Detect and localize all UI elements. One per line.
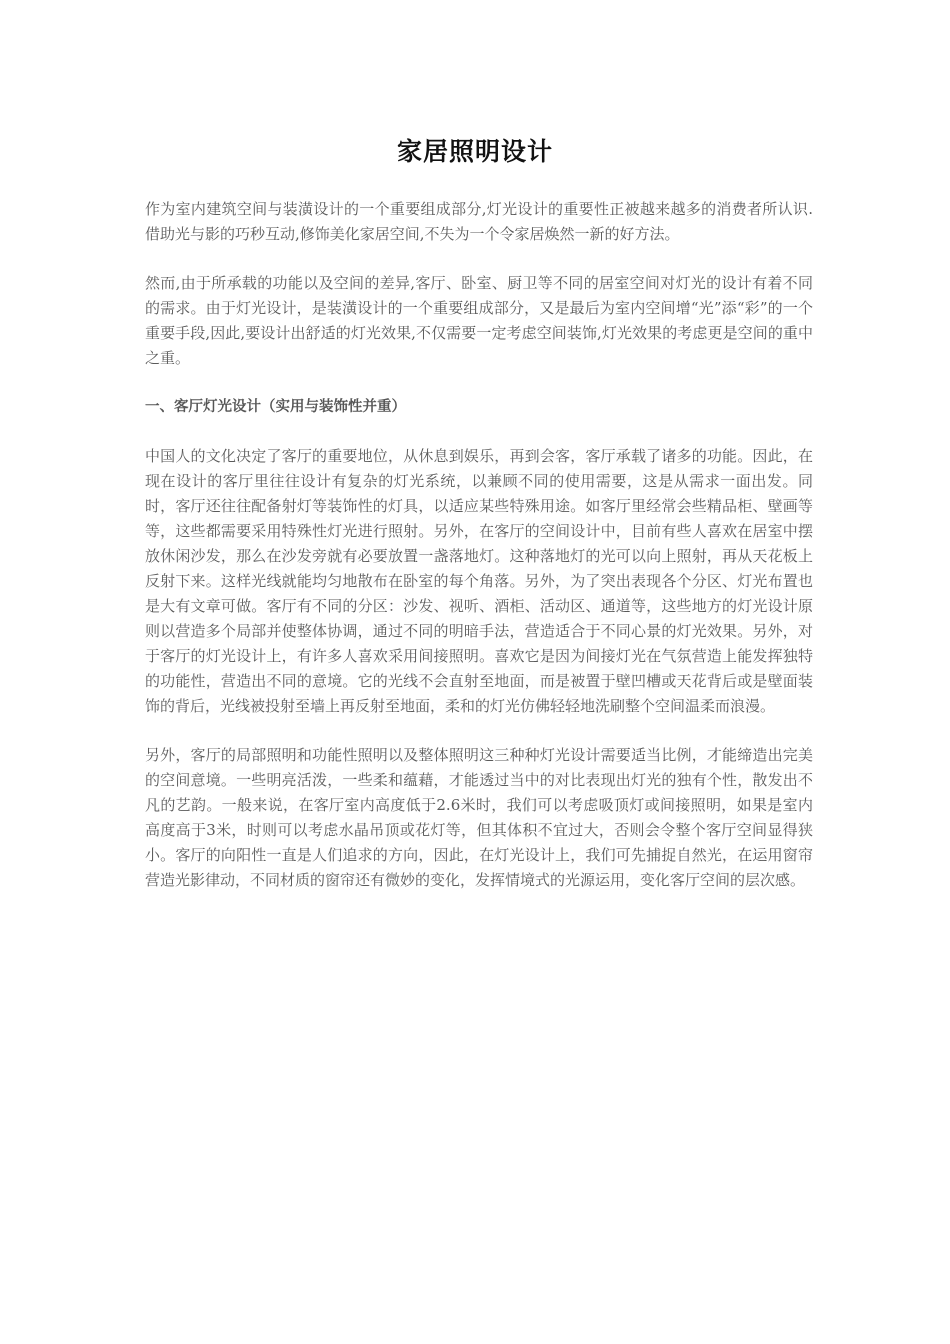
section-paragraph-2: 另外，客厅的局部照明和功能性照明以及整体照明这三种种灯光设计需要适当比例，才能缔造出完美的空间意境。一些明亮活泼，一些柔和蕴藉，才能透过当中的对比表现出灯光的独有个性，散发出不凡的艺韵。一般来说，在客厅室内高度低于2.6米时，我们可以考虑吸顶灯或间接照明，如果是室内高度高于3米，时则可以考虑水晶吊顶或花灯等，但其体积不宜过大，否则会令整个客厅空间显得狭小。客厅的向阳性一直是人们追求的方向，因此，在灯光设计上，我们可先捕捉自然光，在运用窗帘营造光影律动，不同材质的窗帘还有微妙的变化，发挥情境式的光源运用，变化客厅空间的层次感。 <box>145 746 813 889</box>
section-heading: 一、客厅灯光设计（实用与装饰性并重） <box>145 399 406 415</box>
section-paragraph-1: 中国人的文化决定了客厅的重要地位，从休息到娱乐，再到会客，客厅承载了诸多的功能。因此，在现在设计的客厅里往往设计有复杂的灯光系统，以兼顾不同的使用需要，这是从需求一面出发。同时，客厅还往往配备射灯等装饰性的灯具，以适应某些特殊用途。如客厅里经常会些精品柜、壁画等等，这些都需要采用特殊性灯光进行照射。另外，在客厅的空间设计中，目前有些人喜欢在居室中摆放休闲沙发，那么在沙发旁就有必要放置一盏落地灯。这种落地灯的光可以向上照射，再从天花板上反射下来。这样光线就能均匀地散布在卧室的每个角落。另外，为了突出表现各个分区、灯光布置也是大有文章可做。客厅有不同的分区：沙发、视听、酒柜、活动区、通道等，这些地方的灯光设计原则以营造多个局部并使整体协调，通过不同的明暗手法，营造适合于不同心景的灯光效果。另外，对于客厅的灯光设计上，有许多人喜欢采用间接照明。喜欢它是因为间接灯光在气氛营造上能发挥独特的功能性，营造出不同的意境。它的光线不会直射至地面，而是被置于壁凹槽或天花背后或是壁面装饰的背后，光线被投射至墙上再反射至地面，柔和的灯光仿佛轻轻地洗刷整个空间温柔而浪漫。 <box>145 447 813 715</box>
intro-paragraph-2: 然而,由于所承载的功能以及空间的差异,客厅、卧室、厨卫等不同的居室空间对灯光的设计有着不同的需求。由于灯光设计，是装潢设计的一个重要组成部分，又是最后为室内空间增“光”添“彩”的一个重要手段,因此,要设计出舒适的灯光效果,不仅需要一定考虑空间装饰,灯光效果的考虑更是空间的重中之重。 <box>145 274 813 367</box>
document-title: 家居照明设计 <box>396 137 553 166</box>
document-body <box>145 197 813 917</box>
intro-paragraph-1: 作为室内建筑空间与装潢设计的一个重要组成部分,灯光设计的重要性正被越来越多的消费者所认识.借助光与影的巧秒互动,修饰美化家居空间,不失为一个令家居焕然一新的好方法。 <box>145 200 813 243</box>
